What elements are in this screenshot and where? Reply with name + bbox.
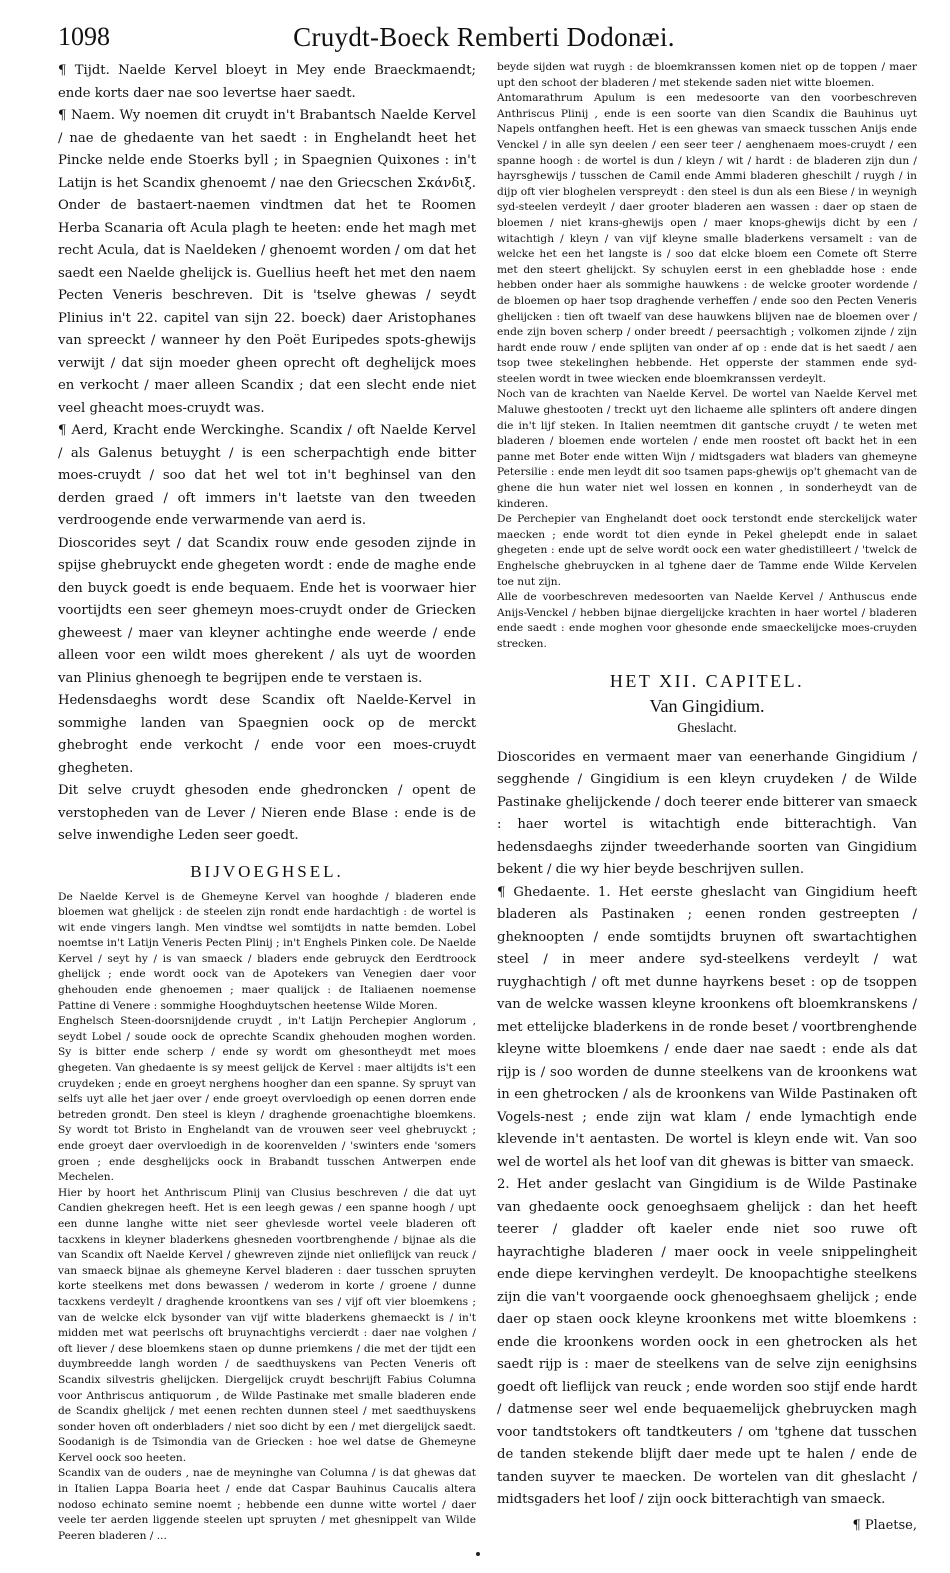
paragraph-perchepier: De Perchepier van Enghelandt doet oock terstondt ende sterckelijck water maecken ; ende wordt tot dien eynde in Pekel ghelepdt ende in salaet ghegeten : ende upt de selve wordt oock een water ghedistilleert / 'twelck de Enghelsche ghebruycken in al tghene daer de Tamme ende Wilde Kervelen toe nut zijn. bbox=[497, 513, 917, 588]
paragraph-naem: ¶ Naem. Wy noemen dit cruydt in't Brabantsch Naelde Kervel / nae de ghedaente van het saedt : in Enghelandt heet het Pincke nelde ende Stoerks byll ; in Spaegnien Quixones : in't Latijn is het Scandix ghenoemt / nae den Griecschen Σκάνδιξ. Onder de bastaert-naemen vindtmen dat het te Roomen Herba Scanaria oft Acula plagh te heeten: ende het magh met recht Acula, dat is Naeldeken / ghenoemt worden / om dat het saedt een Naelde ghelijck is. Guellius heeft het met den naem Pecten Veneris beschreven. Dit is 'tselve ghewas / seydt Plinius in't 22. capitel van sijn 22. boeck) daer Aristophanes van spreeckt / wanneer hy den Poët Euripedes spots-ghewijs verwijt / dat sijn moeder gheen oprecht oft deghelijck moes en verkocht / maer alleen Scandix ; dat een slecht ende niet veel gheacht moes-cruydt was. bbox=[58, 108, 476, 416]
supplement-paragraph: Scandix van de ouders , nae de meyninghe van Columna / is dat ghewas dat in Italien Lappa Boaria heet / ende dat Caspar Bauhinus Caucalis altera nodoso echinato semine noemt ; hebbende een dunne witte wortel / daer veele ter aerden liggende steelen upt spruyten / met ghesnippelt van Wilde Peeren bladeren / ... bbox=[58, 1467, 476, 1542]
chapter-title: Van Gingidium. bbox=[649, 695, 765, 716]
page-number: 1098 bbox=[58, 22, 110, 51]
continuation-paragraph: beyde sijden wat ruygh : de bloemkranssen komen niet op de toppen / maer upt den schoot der bladeren / met stekende saden niet witte bloemen. bbox=[497, 61, 917, 89]
catchword: ¶ Plaetse, bbox=[852, 1517, 917, 1533]
running-title: Cruydt-Boeck Remberti Dodonæi. bbox=[293, 22, 675, 52]
paragraph-hedensdaeghs: Hedensdaeghs wordt dese Scandix oft Naelde-Kervel in sommighe landen van Spaegnien oock op de merckt ghebroght ende verkocht / ende voor een moes-cruydt ghegheten. bbox=[58, 693, 476, 776]
paragraph-ghedaente-1: ¶ Ghedaente. 1. Het eerste gheslacht van Gingidium heeft bladeren als Pastinaken ; eenen ronden gestreepten / gheknoopten / ende somtijdts bruynen oft swartachtighen steel / in meer andere syd-steelkens verdeylt / wat ruyghachtigh / oft met dunne hayrkens beset : op de tsoppen van de welcke wassen kleyne kroonkens oft bloemkranskens / met ettelijcke bladerkens in de ronde beset / voortbrenghende kleyne witte bloemkens / ende daer nae saedt : ende als dat rijp is / soo worden de dunne steelkens van de kroonkens wat in een ghetrocken / als de kroonkens van Wilde Pastinaken oft Vogels-nest ; ende zijn wat klam / ende lymachtigh ende klevende in't aentasten. De wortel is kleyn ende wit. Van soo wel de wortel als het loof van dit ghewas is bitter van smaeck. bbox=[497, 884, 917, 1170]
paragraph-ghedaente-2: 2. Het ander geslacht van Gingidium is de Wilde Pastinake van ghedaente oock genoeghsaem ghelijck : dan het heeft teerer / gladder oft kaeler ende niet soo ruwe oft hayrachtighe bladeren / maer oock in veele snippelingheit ende diepe kervinghen verdeylt. De knoopachtighe steelkens zijn die van't voorgaende oock ghenoeghsaem ghelijck ; ende daer op staen oock kleyne kroonkens met witte bloemkens : ende die kroonkens worden oock in een ghetrocken als het saedt rijp is : maer de steelkens van de selve zijn eenighsins goedt oft lieflijck van reuck ; ende worden soo stijf ende hardt / datmense seer wel ende bequaemelijck ghebruycken magh voor tandtstokers oft tandtkeuters / om 'tghene dat tusschen de tanden stekende blijft daer mede upt te halen / ende de tanden suyver te maecken. De wortelen van dit gheslacht / midtsgaders het loof / zijn oock bitterachtigh van smaeck. bbox=[497, 1177, 917, 1508]
chapter-subheading: Gheslacht. bbox=[677, 720, 737, 736]
paragraph-tijdt: ¶ Tijdt. Naelde Kervel bloeyt in Mey ende Braeckmaendt; ende korts daer nae soo levertse haer saedt. bbox=[58, 63, 476, 101]
supplement-paragraph: Hier by hoort het Anthriscum Plinij van Clusius beschreven / die dat uyt Candien ghekregen heeft. Het is een leegh gewas / een spanne hoogh / upt een dunne langhe witte niet seer ghevlesde wortel veele bladeren oft tacxkens in kleyner bladerkens ghesneden voortbrenghende / bijnae als die van Scandix oft Naelde Kervel / ghewreven zijnde niet onlieflijck van reuck / van smaeck bijnae als ghemeyne Kervel bladeren : daer tusschen spruyten korte steelkens met dons bewassen / wederom in korte / groene / dunne tacxkens verdeylt / draghende kroontkens van ses / vijf oft vier bloemkens ; van de welcke elck bysonder van vijf witte bladerkens ghemaeckt is / in't midden met wat peerlschs oft bruynachtighs vercierdt : daer nae volghen / oft liever / dese bloemkens staen op dunne priemkens / die met der tijdt een duymbreedde langh worden / de saedthuyskens van Pecten Veneris oft Scandix silvestris ghelijcken. Diergelijck cruydt beschrijft Fabius Columna voor Anthriscus antiquorum , de Wilde Pastinake met smalle bladeren ende de Scandix ghelijck / met eenen rechten dunnen steel / met saedthuyskens sonder hoven oft onderbladers / niet soo dicht by een / met diergelijck saedt. Soodanigh is de Tsimondia van de Griecken : hoe wel datse de Ghemeyne Kervel oock soo heeten. bbox=[58, 1186, 476, 1464]
page-header bbox=[58, 22, 910, 58]
paragraph-antomarathrum: Antomarathrum Apulum is een medesoorte van den voorbeschreven Anthriscus Plinij , ende is een soorte van dien Scandix die Bauhinus uyt Napels ontfanghen heeft. Het is een ghewas van smaeck tusschen Anijs ende Venckel / in alle syn deelen / een seer teer / aenghenaem moes-cruydt / een spanne hoogh : de wortel is dun / kleyn / wit / hardt : de bladeren zijn dun / hayrsghewijs / tusschen de Camil ende Ammi bladeren gheschilt / ruygh / in dijp oft vier bloghelen verspreydt : den steel is dun als een Biese / in weynigh syd-steelen verdeylt / daer grooter bladeren aen wassen : daer op staen de bloemen / niet krans-ghewijs open / maer knops-ghewijs dicht by een / witachtigh / kleyn / van vijf kleyne smalle bladerkens versamelt : van de welcke het een het langste is / soo dat elcke bloem een Comete oft Sterre met den steert ghelijckt. Sy schuylen eerst in een ghebladde hose : ende hebben onder haer als sommighe hauwkens : de welcke grooter wordende / de bloemen op haer tsop draghende verheffen / ende soo den Pecten Veneris ghelijcken : tien oft twaelf van dese hauwkens blijven nae de bloemen over / ende zijn boven scherp / onder breedt / peersachtigh ; volkomen zijnde / zijn hardt ende rouw / ende splijten van onder af op : ende dat is het saedt / aen tsop twee stekelinghen hebbende. Het opperste der stammen ende syd-steelen wordt in twee wiecken ende bloemkranssen verdeylt. bbox=[497, 92, 917, 385]
paragraph-dioscorides: Dioscorides seyt / dat Scandix rouw ende gesoden zijnde in spijse ghebruyckt ende ghegeten wordt : ende de maghe ende den buyck goedt is ende bequaem. Ende het is voorwaer hier voortijdts een seer ghemeyn moes-cruydt onder de Griecken gheweest / maer van kleyner achtinghe ende weerde / ende alleen voor een wildt moes gherekent / als uyt de woorden van Plinius ghenoegh te begrijpen ende te verstaen is. bbox=[58, 535, 476, 686]
left-column bbox=[58, 60, 476, 1544]
chapter-heading: HET XII. CAPITEL. bbox=[609, 670, 805, 691]
paragraph-krachten: Noch van de krachten van Naelde Kervel. De wortel van Naelde Kervel met Maluwe ghestooten / treckt uyt den lichaeme alle splinters oft andere dingen die in't lijf steken. In Italien neemtmen dit gantsche cruydt / te weten met bladeren / bloemen ende wortelen / ende men roostet oft backt het in een panne met Boter ende witten Wijn / midtsgaders wat bladers van ghemeyne Petersilie : ende men leydt dit soo tsamen paps-ghewijs op't ghemacht van de ghene die hun water niet wel lossen en konnen , in sonderheydt van de kinderen. bbox=[497, 388, 917, 510]
paragraph-gingidium-intro: Dioscorides en vermaent maer van eenerhande Gingidium / segghende / Gingidium is een kleyn cruydeken / de Wilde Pastinake ghelijckende / doch teerer ende bitterer van smaeck : haer wortel is witachtigh ende bitterachtigh. Van hedensdaeghs zijnder tweederhande soorten van Gingidium bekent / die wy hier beyde beschrijven sullen. bbox=[497, 749, 917, 878]
right-column bbox=[497, 60, 917, 1533]
supplement-paragraph: Enghelsch Steen-doorsnijdende cruydt , in't Latijn Perchepier Anglorum , seydt Lobel / soude oock de oprechte Scandix ghehouden moghen worden. Sy is bitter ende scherp / ende sy wordt om ghesontheydt met moes ghegeten. Van ghedaente is sy meest gelijck de Kervel : maer altijdts is't een cruydeken ; ende en groeyt nerghens hoogher dan een spanne. Sy spruyt van selfs uyt alle het jaer over / ende groeyt overvloedigh op eenen dorren ende betreden grondt. Den steel is kleyn / draghende groenachtighe bloemkens. Sy wordt tot Bristo in Enghelandt van de vrouwen seer veel ghebruyckt ; ende groeyt daer overvloedigh in de koorenvelden / 'swinters ende 'somers groen ; ende desghelijcks oock in Brabandt tusschen Antwerpen ende Mechelen. bbox=[58, 1015, 476, 1184]
paragraph-medesoorten: Alle de voorbeschreven medesoorten van Naelde Kervel / Anthuscus ende Anijs-Venckel / hebben bijnae diergelijcke krachten in haer wortel / bladeren ende saedt : ende moghen voor ghesonde ende smaeckelijcke moes-cruyden strecken. bbox=[497, 591, 917, 650]
section-heading: BIJVOEGHSEL. bbox=[190, 861, 344, 881]
paragraph-aerd: ¶ Aerd, Kracht ende Werckinghe. Scandix / oft Naelde Kervel / als Galenus betuyght / is een scherpachtigh ende bitter moes-cruydt / soo dat het wel tot in't beghinsel van den derden graed / oft immers in't laetste van den tweeden verdroogende ende verwarmende van aerd is. bbox=[58, 423, 476, 528]
paragraph-lever: Dit selve cruydt ghesoden ende ghedroncken / opent de verstopheden van de Lever / Nieren ende Blase : ende is de selve inwendighe Leden seer goedt. bbox=[58, 783, 476, 843]
supplement-paragraph: De Naelde Kervel is de Ghemeyne Kervel van hooghde / bladeren ende bloemen wat ghelijck : de steelen zijn rondt ende hardachtigh : de wortel is wit ende vingers langh. Men vindtse wel somtijdts in natte bemden. Lobel noemtse in't Latijn Veneris Pecten Plinij ; in't Enghels Pinken cole. De Naelde Kervel / seyt hy / is van smaeck / bladers ende gebruyck den Eerdtroock ghelijck ; ende wordt oock van de Apotekers van Venegien daer voor ghehouden ende ghenoemen ; maer qualijck : de Italiaenen noemense Pattine di Venere : sommighe Hooghduytschen heetense Wilde Moren. bbox=[58, 890, 476, 1012]
page-mark-dot bbox=[476, 1552, 480, 1556]
